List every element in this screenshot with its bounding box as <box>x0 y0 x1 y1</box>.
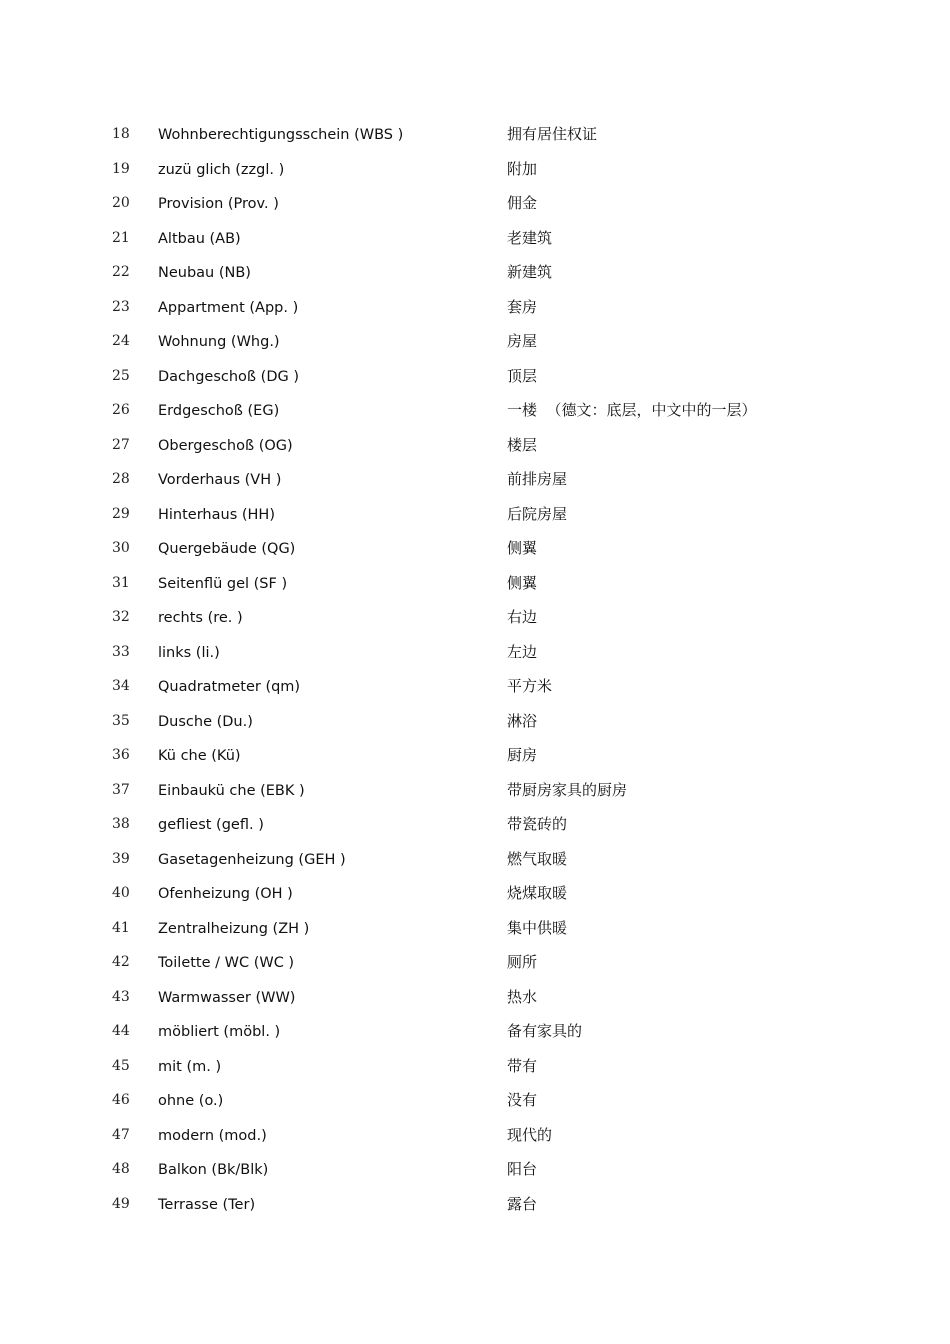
vocabulary-row <box>0 428 950 463</box>
vocabulary-row <box>0 635 950 670</box>
chinese-translation: 备有家具的 <box>507 1022 583 1040</box>
chinese-translation: 热水 <box>507 987 538 1006</box>
entry-number: 26 <box>112 402 130 418</box>
german-term: Obergeschoß (OG) <box>158 437 293 454</box>
chinese-translation: 带厨房家具的厨房 <box>507 780 628 799</box>
entry-number: 45 <box>112 1057 130 1074</box>
entry-number: 34 <box>112 678 130 694</box>
german-term: Warmwasser (WW) <box>158 989 296 1006</box>
german-term: Seitenflü gel (SF ) <box>158 575 288 592</box>
german-term: Gasetagenheizung (GEH ) <box>158 851 346 868</box>
vocabulary-row <box>0 600 950 635</box>
chinese-translation: 后院房屋 <box>507 504 568 523</box>
vocabulary-row <box>0 704 950 739</box>
german-term: Erdgeschoß (EG) <box>158 403 280 419</box>
vocabulary-row <box>0 1187 950 1222</box>
chinese-translation: 带瓷砖的 <box>507 815 568 833</box>
entry-number: 29 <box>112 505 130 522</box>
vocabulary-row <box>0 1014 950 1049</box>
vocabulary-row <box>0 773 950 808</box>
chinese-translation: 楼层 <box>507 435 538 454</box>
german-term: Appartment (App. ) <box>158 299 299 316</box>
vocabulary-row <box>0 290 950 325</box>
chinese-translation: 烧煤取暖 <box>507 884 568 902</box>
german-term: links (li.) <box>158 644 220 661</box>
entry-number: 42 <box>112 954 130 970</box>
entry-number: 31 <box>112 574 130 591</box>
german-term: Wohnung (Whg.) <box>158 334 280 350</box>
vocabulary-row <box>0 738 950 773</box>
vocabulary-row <box>0 1152 950 1187</box>
german-term: Provision (Prov. ) <box>158 196 279 212</box>
german-term: Hinterhaus (HH) <box>158 506 275 523</box>
chinese-translation: 附加 <box>507 159 538 178</box>
german-term: Altbau (AB) <box>158 230 241 247</box>
entry-number: 32 <box>112 609 130 625</box>
chinese-translation: 露台 <box>507 1194 538 1213</box>
vocabulary-row <box>0 980 950 1015</box>
chinese-translation: 佣金 <box>507 194 538 212</box>
german-term: Balkon (Bk/Blk) <box>158 1162 269 1178</box>
chinese-translation: 新建筑 <box>507 263 553 281</box>
entry-number: 33 <box>112 643 130 660</box>
vocabulary-row <box>0 531 950 566</box>
entry-number: 20 <box>112 195 130 211</box>
german-term: zuzü glich (zzgl. ) <box>158 161 285 178</box>
german-term: Dusche (Du.) <box>158 713 253 730</box>
chinese-translation: 老建筑 <box>507 228 553 247</box>
entry-number: 39 <box>112 850 130 867</box>
vocabulary-row <box>0 152 950 187</box>
german-term: Einbaukü che (EBK ) <box>158 782 305 799</box>
vocabulary-row <box>0 842 950 877</box>
vocabulary-row <box>0 1118 950 1153</box>
german-term: mit (m. ) <box>158 1058 222 1075</box>
chinese-translation: 带有 <box>507 1056 538 1075</box>
chinese-translation: 套房 <box>507 297 538 316</box>
entry-number: 41 <box>112 919 130 936</box>
entry-number: 49 <box>112 1195 130 1212</box>
entry-number: 37 <box>112 781 130 798</box>
entry-number: 48 <box>112 1161 130 1177</box>
german-term: Quergebäude (QG) <box>158 541 296 557</box>
entry-number: 40 <box>112 885 130 901</box>
vocabulary-row <box>0 807 950 842</box>
chinese-translation: 顶层 <box>507 366 538 385</box>
german-term: Terrasse (Ter) <box>158 1196 256 1213</box>
vocabulary-row <box>0 1083 950 1118</box>
entry-number: 35 <box>112 712 130 729</box>
vocabulary-row <box>0 566 950 601</box>
german-term: Zentralheizung (ZH ) <box>158 920 310 937</box>
entry-number: 23 <box>112 298 130 315</box>
german-term: rechts (re. ) <box>158 610 243 626</box>
entry-number: 18 <box>112 126 130 142</box>
chinese-translation: 侧翼 <box>507 573 538 592</box>
entry-number: 24 <box>112 333 130 349</box>
vocabulary-row <box>0 911 950 946</box>
german-term: Wohnberechtigungsschein (WBS ) <box>158 127 404 143</box>
vocabulary-row <box>0 117 950 152</box>
german-term: Vorderhaus (VH ) <box>158 472 282 488</box>
chinese-translation: 阳台 <box>507 1160 538 1178</box>
entry-number: 27 <box>112 436 130 453</box>
chinese-translation: 平方米 <box>507 677 553 695</box>
german-term: ohne (o.) <box>158 1093 224 1109</box>
chinese-translation: 集中供暖 <box>507 918 568 937</box>
vocabulary-row <box>0 669 950 704</box>
chinese-translation: 厕所 <box>507 953 538 971</box>
entry-number: 28 <box>112 471 130 487</box>
german-term: Kü che (Kü) <box>158 748 241 764</box>
german-term: Neubau (NB) <box>158 265 251 281</box>
entry-number: 44 <box>112 1023 130 1039</box>
german-term: modern (mod.) <box>158 1127 267 1144</box>
entry-number: 38 <box>112 816 130 832</box>
vocabulary-row <box>0 255 950 290</box>
chinese-translation: 左边 <box>507 642 538 661</box>
vocabulary-row <box>0 324 950 359</box>
vocabulary-row <box>0 462 950 497</box>
chinese-translation: 拥有居住权证 <box>507 125 598 143</box>
chinese-translation: 侧翼 <box>507 539 538 557</box>
entry-number: 22 <box>112 264 130 280</box>
german-term: Quadratmeter (qm) <box>158 679 301 695</box>
chinese-translation: 燃气取暖 <box>507 849 568 868</box>
chinese-translation: 厨房 <box>507 746 538 764</box>
vocabulary-row <box>0 359 950 394</box>
entry-number: 36 <box>112 747 130 763</box>
chinese-translation: 一楼 （德文：底层，中文中的一层） <box>507 401 757 419</box>
entry-number: 47 <box>112 1126 130 1143</box>
german-term: möbliert (möbl. ) <box>158 1024 281 1040</box>
vocabulary-row <box>0 945 950 980</box>
vocabulary-row <box>0 186 950 221</box>
chinese-translation: 右边 <box>507 608 538 626</box>
vocabulary-row <box>0 393 950 428</box>
german-term: Ofenheizung (OH ) <box>158 886 293 902</box>
chinese-translation: 没有 <box>507 1091 538 1109</box>
vocabulary-list <box>0 117 950 1221</box>
entry-number: 19 <box>112 160 130 177</box>
german-term: Toilette / WC (WC ) <box>158 955 295 971</box>
entry-number: 21 <box>112 229 130 246</box>
chinese-translation: 现代的 <box>507 1125 553 1144</box>
german-term: Dachgeschoß (DG ) <box>158 368 299 385</box>
entry-number: 30 <box>112 540 130 556</box>
entry-number: 43 <box>112 988 130 1005</box>
german-term: gefliest (gefl. ) <box>158 817 264 833</box>
vocabulary-row <box>0 876 950 911</box>
chinese-translation: 淋浴 <box>507 711 538 730</box>
entry-number: 46 <box>112 1092 130 1108</box>
chinese-translation: 房屋 <box>507 332 538 350</box>
vocabulary-row <box>0 497 950 532</box>
vocabulary-row <box>0 221 950 256</box>
entry-number: 25 <box>112 367 130 384</box>
vocabulary-row <box>0 1049 950 1084</box>
chinese-translation: 前排房屋 <box>507 470 568 488</box>
